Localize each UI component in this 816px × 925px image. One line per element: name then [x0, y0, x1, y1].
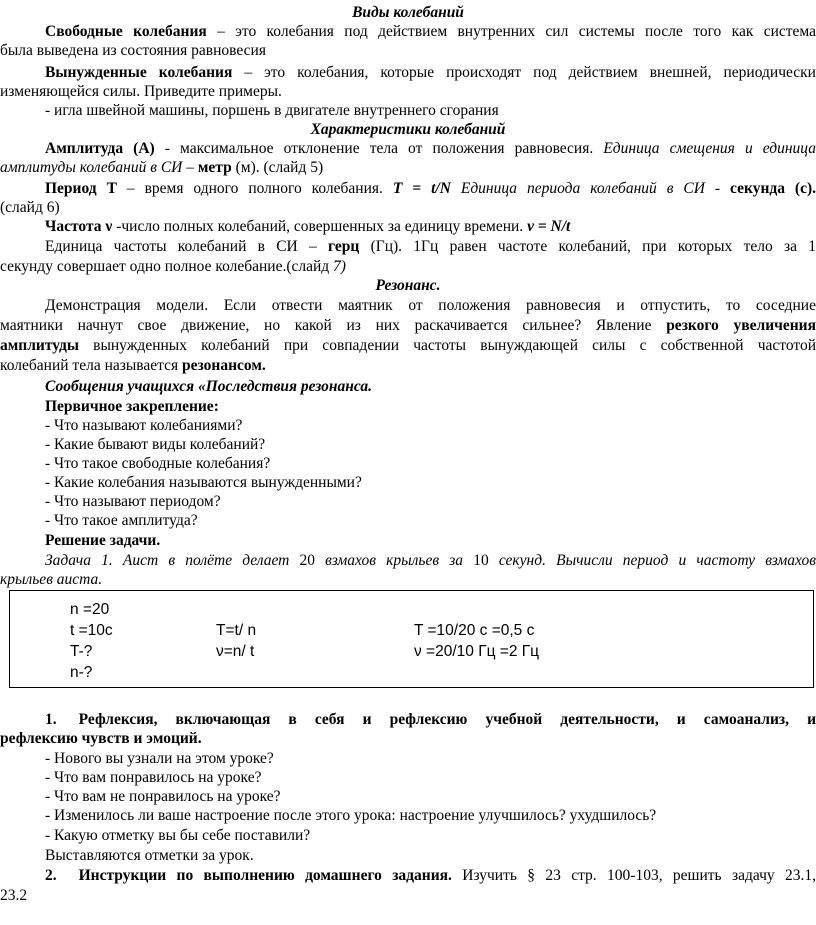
resonance-line3	[0, 336, 816, 355]
period-formula: T = t/N	[392, 180, 451, 197]
formula-period: T=t/ n	[216, 622, 257, 639]
period-unit-text: Единица периода колебаний в СИ -	[450, 180, 731, 197]
answer-period: T =10/20 с =0,5 с	[414, 622, 535, 639]
task-text-c: секунд. Вычисли период и частоту взмахов	[488, 552, 816, 569]
homework-line1	[0, 866, 816, 885]
task-t: 10	[473, 552, 489, 569]
amplitude-unit: метр	[197, 159, 232, 176]
resonance-line1: Демонстрация модели. Если отвести маятник от положения равновесия и отпустить, то соседние	[45, 297, 816, 314]
resonance-sharp-increase: резкого увеличения	[666, 317, 816, 334]
amplitude-slide: (м). (слайд 5)	[231, 159, 324, 176]
grades-line: Выставляются отметки за урок.	[45, 847, 254, 864]
question-item: - Что такое свободные колебания?	[45, 455, 271, 472]
frequency-line3-text: секунду совершает одно полное колебание.(слайд	[0, 258, 334, 275]
forced-oscillations-def: – это колебания, которые происходят под действием внешней, периодически	[232, 64, 816, 81]
forced-oscillations-line1	[0, 63, 816, 82]
unknown-n: n-?	[70, 664, 93, 681]
resonance-amplitude: амплитуды	[0, 337, 79, 354]
free-oscillations-term: Свободные колебания	[45, 23, 207, 40]
reflection-question: - Что вам не понравилось на уроке?	[45, 788, 281, 805]
consolidation-heading: Первичное закрепление:	[45, 398, 219, 415]
period-line2: (слайд 6)	[0, 199, 60, 216]
free-oscillations-def: – это колебания под действием внутренних сил системы после того как система	[206, 23, 816, 40]
amplitude-line2	[0, 158, 816, 177]
given-t: t =10c	[70, 622, 113, 639]
period-term: Период Т	[45, 180, 117, 197]
frequency-def: -число полных колебаний, совершенных за единицу времени.	[112, 218, 528, 235]
amplitude-unit-text: Единица смещения и единица	[603, 140, 816, 157]
answer-frequency: ν =20/10 Гц =2 Гц	[414, 643, 540, 660]
period-line1	[0, 179, 816, 198]
reflection-question: - Какую отметку вы бы себе поставили?	[45, 827, 311, 844]
characteristics-heading: Характеристики колебаний	[310, 121, 506, 138]
amplitude-dash: –	[182, 159, 198, 176]
reflection-number: 1.	[45, 711, 57, 728]
frequency-term: Частота ν	[45, 218, 113, 235]
amplitude-line1	[0, 139, 816, 158]
frequency-line1	[0, 217, 816, 236]
question-item: - Что называют колебаниями?	[45, 417, 243, 434]
amplitude-term: Амплитуда (А)	[45, 140, 155, 157]
question-item: - Какие бывают виды колебаний?	[45, 436, 266, 453]
free-oscillations-line2: была выведена из состояния равновесия	[0, 42, 266, 59]
formula-frequency: ν=n/ t	[216, 643, 255, 660]
resonance-line2	[0, 316, 816, 335]
forced-oscillations-term: Вынужденные колебания	[45, 64, 233, 81]
period-unit: секунда (с).	[730, 180, 816, 197]
given-n: n =20	[70, 601, 110, 618]
forced-example: - игла швейной машины, поршень в двигателе внутреннего сгорания	[45, 102, 499, 119]
amplitude-def: - максимальное отклонение тела от положения равновесия.	[154, 140, 604, 157]
frequency-unit: герц	[328, 238, 360, 255]
homework-text: Изучить § 23 стр. 100-103, решить задачу 23.1,	[451, 867, 816, 884]
resonance-line2-text: маятники начнут свое движение, но какой из них раскачивается сильнее? Явление	[0, 317, 667, 334]
unknown-T: T-?	[70, 643, 93, 660]
resonance-line4	[0, 356, 816, 375]
frequency-slide: 7)	[333, 258, 346, 275]
solution-table	[9, 590, 814, 688]
frequency-hz-def: (Гц). 1Гц равен частоте колебаний, при которых тело за 1	[359, 238, 816, 255]
reflection-question: - Нового вы узнали на этом уроке?	[45, 750, 274, 767]
resonance-term: резонансом.	[182, 357, 266, 374]
solution-heading: Решение задачи.	[45, 532, 161, 549]
free-oscillations-line1	[0, 22, 816, 41]
question-item: - Что называют периодом?	[45, 493, 221, 510]
page-title: Виды колебаний	[352, 4, 464, 21]
task-n: 20	[299, 552, 316, 569]
reflection-line2: рефлексию чувств и эмоций.	[0, 730, 202, 747]
homework-title: Инструкции по выполнению домашнего задания.	[78, 867, 452, 884]
reflection-line1	[0, 710, 816, 729]
resonance-heading: Резонанс.	[375, 277, 441, 294]
task-text-a: Задача 1. Аист в полёте делает	[45, 552, 300, 569]
resonance-line3-text: вынужденных колебаний при совпадении частоты вынуждающей силы с собственной частотой	[79, 337, 816, 354]
period-def: – время одного полного колебания.	[116, 180, 393, 197]
amplitude-unit-text2: амплитуды колебаний в СИ	[0, 159, 183, 176]
reflection-question: - Что вам понравилось на уроке?	[45, 769, 262, 786]
question-item: - Что такое амплитуда?	[45, 512, 198, 529]
resonance-line4-text: колебаний тела называется	[0, 357, 183, 374]
frequency-line3	[0, 257, 816, 276]
homework-number: 2.	[45, 867, 57, 884]
reflection-title: Рефлексия, включающая в себя и рефлексию учебной деятельности, и самоанализ, и	[78, 711, 816, 728]
frequency-formula: ν = N/t	[527, 218, 571, 235]
task-text-b: взмахов крыльев за	[315, 552, 474, 569]
homework-line2: 23.2	[0, 887, 28, 904]
frequency-line2	[0, 237, 816, 256]
task-line2: крыльев аиста.	[0, 571, 103, 588]
student-messages: Сообщения учащихся «Последствия резонанса.	[45, 378, 372, 395]
reflection-question: - Изменилось ли ваше настроение после этого урока: настроение улучшилось? ухудшилось?	[45, 807, 657, 824]
question-item: - Какие колебания называются вынужденными?	[45, 474, 362, 491]
forced-oscillations-line2: изменяющейся силы. Приведите примеры.	[0, 83, 282, 100]
frequency-unit-text: Единица частоты колебаний в СИ –	[45, 238, 329, 255]
task-line1	[0, 551, 816, 570]
